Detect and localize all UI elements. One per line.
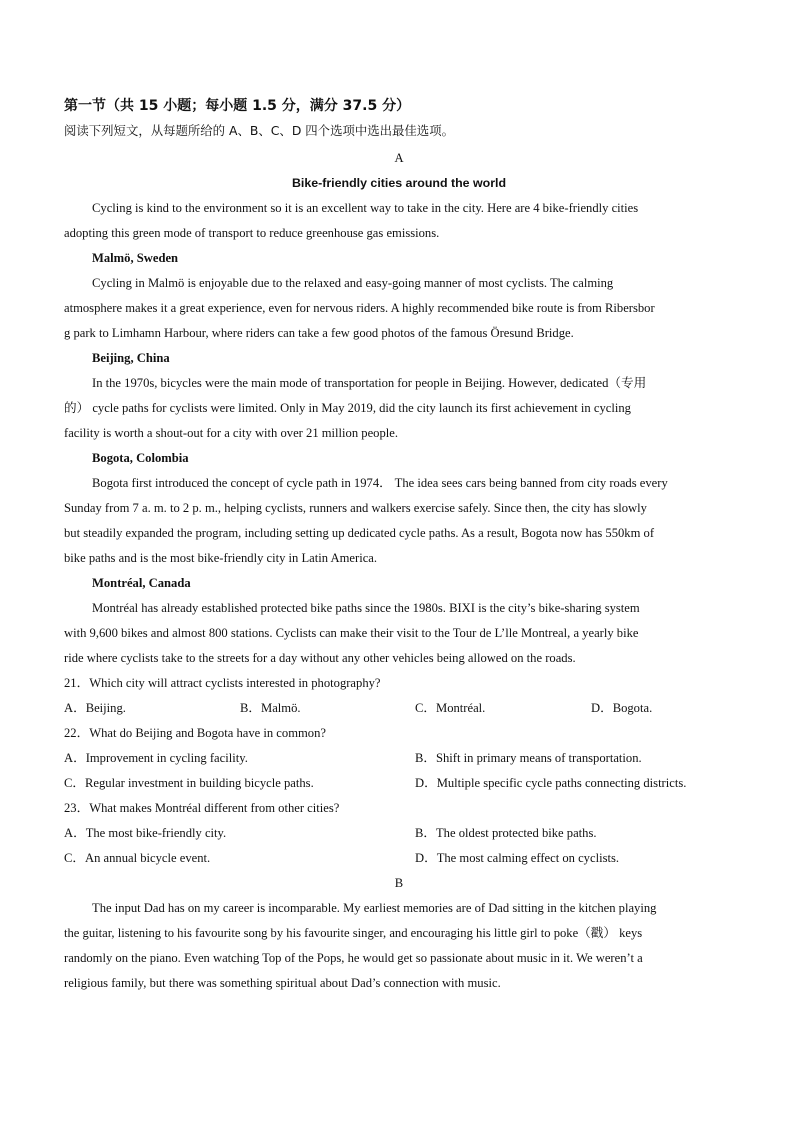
section-title: 第一节（共 15 小题；每小题 1.5 分，满分 37.5 分） xyxy=(64,98,411,114)
city-paragraph-line: facility is worth a shout-out for a city with over 21 million people. xyxy=(64,426,399,440)
question-22-option-d[interactable]: D．Multiple specific cycle paths connecting districts. xyxy=(415,776,687,790)
question-22-option-c[interactable]: C．Regular investment in building bicycle paths. xyxy=(64,776,314,790)
passage-a-intro-line: Cycling is kind to the environment so it is an excellent way to take in the city. Here are 4 bike-friendly cities xyxy=(92,201,639,215)
city-paragraph-line: Bogota first introduced the concept of cycle path in 1974． The idea sees cars being banned from city roads every xyxy=(92,476,668,490)
passage-a-title: Bike-friendly cities around the world xyxy=(291,176,507,190)
question-21-option-d[interactable]: D．Bogota. xyxy=(591,701,653,715)
city-paragraph-line: g park to Limhamn Harbour, where riders can take a few good photos of the famous Öresund Bridge. xyxy=(64,326,574,340)
question-23-option-a[interactable]: A．The most bike-friendly city. xyxy=(64,826,227,840)
city-paragraph-line: ride where cyclists take to the streets for a day without any other vehicles being allowed on the roads. xyxy=(64,651,576,665)
passage-b-line: the guitar, listening to his favourite song by his favourite singer, and encouraging his little girl to poke（戳） keys xyxy=(64,926,643,940)
question-21-option-b[interactable]: B．Malmö. xyxy=(240,701,301,715)
city-heading-beijing: Beijing, China xyxy=(92,351,170,365)
question-23-option-c[interactable]: C．An annual bicycle event. xyxy=(64,851,211,865)
question-23-option-d[interactable]: D．The most calming effect on cyclists. xyxy=(415,851,620,865)
city-paragraph-line: bike paths and is the most bike-friendly city in Latin America. xyxy=(64,551,378,565)
passage-b-line: religious family, but there was something spiritual about Dad’s connection with music. xyxy=(64,976,501,990)
city-paragraph-line: with 9,600 bikes and almost 800 stations. Cyclists can make their visit to the Tour de L’lle Montreal, a yearly bike xyxy=(64,626,639,640)
question-23-option-b[interactable]: B．The oldest protected bike paths. xyxy=(415,826,597,840)
passage-b-line: The input Dad has on my career is incomparable. My earliest memories are of Dad sitting in the kitchen playing xyxy=(92,901,657,915)
question-22-option-b[interactable]: B．Shift in primary means of transportation. xyxy=(415,751,642,765)
city-paragraph-line: atmosphere makes it a great experience, even for nervous riders. A highly recommended bike route is from Ribersbor xyxy=(64,301,655,315)
passage-b-line: randomly on the piano. Even watching Top of the Pops, he would get so passionate about music in it. We weren’t a xyxy=(64,951,643,965)
city-paragraph-line: but steadily expanded the program, including setting up dedicated cycle paths. As a result, Bogota now has 550km of xyxy=(64,526,655,540)
passage-a-letter: A xyxy=(394,151,404,165)
city-paragraph-line: Montréal has already established protected bike paths since the 1980s. BIXI is the city’s bike-sharing system xyxy=(92,601,640,615)
section-instruction: 阅读下列短文，从每题所给的 A、B、C、D 四个选项中选出最佳选项。 xyxy=(64,123,454,138)
city-heading-bogota: Bogota, Colombia xyxy=(92,451,189,465)
city-paragraph-line: Sunday from 7 a. m. to 2 p. m., helping cyclists, runners and walkers exercise safely. Since then, the city has slowly xyxy=(64,501,647,515)
question-22-option-a[interactable]: A．Improvement in cycling facility. xyxy=(64,751,248,765)
question-stem-23: 23．What makes Montréal different from other cities? xyxy=(64,801,340,815)
question-stem-22: 22．What do Beijing and Bogota have in common? xyxy=(64,726,326,740)
passage-a-intro-line: adopting this green mode of transport to reduce greenhouse gas emissions. xyxy=(64,226,440,240)
city-paragraph-line: Cycling in Malmö is enjoyable due to the relaxed and easy-going manner of most cyclists. The calming xyxy=(92,276,614,290)
question-21-option-a[interactable]: A．Beijing. xyxy=(64,701,126,715)
city-paragraph-line: 的） cycle paths for cyclists were limited. Only in May 2019, did the city launch its first achievement in cycling xyxy=(64,401,631,415)
question-21-option-c[interactable]: C．Montréal. xyxy=(415,701,486,715)
question-stem-21: 21．Which city will attract cyclists interested in photography? xyxy=(64,676,381,690)
city-heading-montreal: Montréal, Canada xyxy=(92,576,191,590)
city-heading-malmo: Malmö, Sweden xyxy=(92,251,179,265)
city-paragraph-line: In the 1970s, bicycles were the main mode of transportation for people in Beijing. However, dedicated（专用 xyxy=(92,376,647,390)
passage-b-letter: B xyxy=(394,876,404,890)
